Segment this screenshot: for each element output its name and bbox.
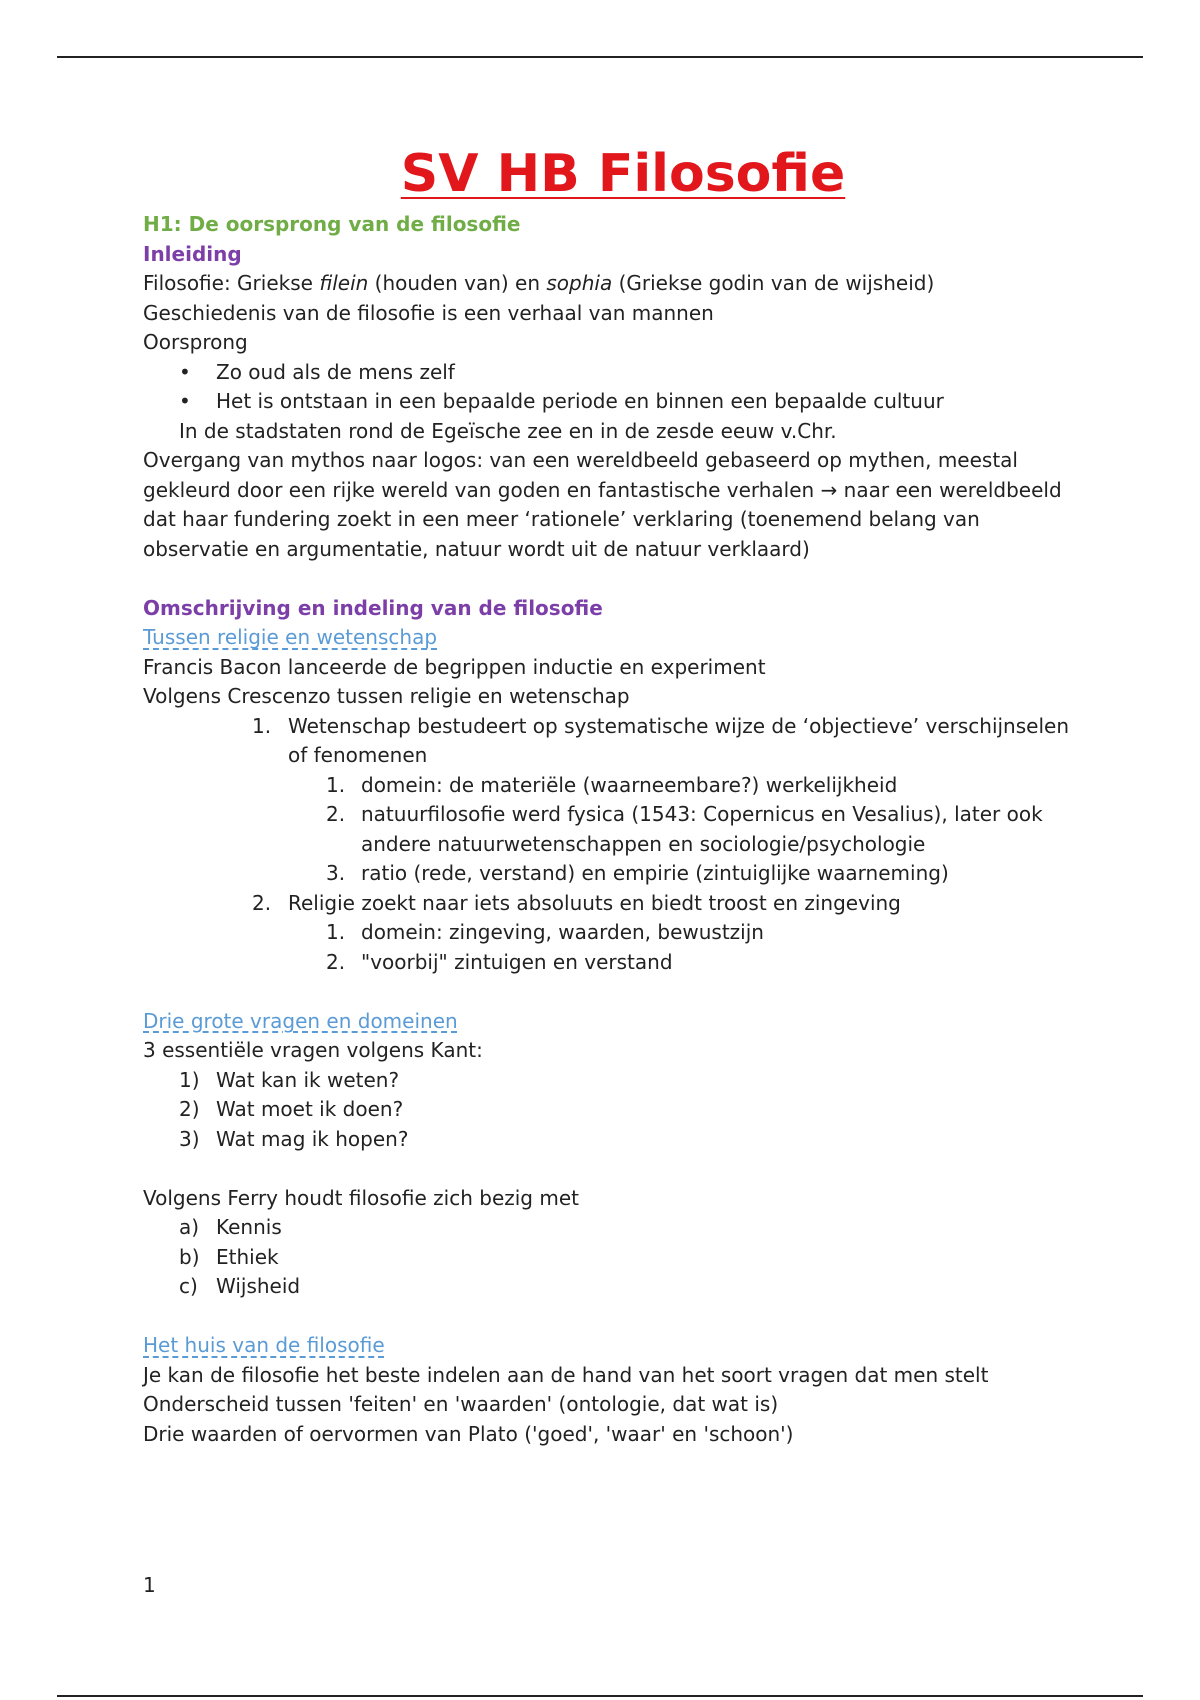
subsection-heading: Tussen religie en wetenschap (143, 625, 438, 649)
list-number: 2) (179, 1097, 200, 1121)
text-line: Geschiedenis van de filosofie is een verhaal van mannen (143, 300, 714, 325)
list-number: 2. (326, 802, 346, 826)
bullet-item (143, 358, 1063, 388)
footer-rule (57, 1695, 1143, 1697)
text-line: Onderscheid tussen 'feiten' en 'waarden' (ontologie, dat wat is) (143, 1392, 779, 1416)
paragraph-line: dat haar fundering zoekt in een meer ‘rationele’ verklaring (toenemend belang van (143, 507, 980, 531)
item-text: Wat moet ik doen? (216, 1097, 404, 1121)
item-text: Wetenschap bestudeert op systematische wijze de ‘objectieve’ verschijnselen (288, 713, 1069, 738)
list-number: 2. (252, 890, 272, 915)
item-text: domein: de materiële (waarneembare?) werkelijkheid (361, 772, 898, 797)
paragraph-line: observatie en argumentatie, natuur wordt uit de natuur verklaard) (143, 536, 810, 561)
paragraph-line: gekleurd door een rijke wereld van goden en fantastische verhalen → naar een wereldbeeld (143, 477, 1062, 502)
item-text: natuurfilosofie werd fysica (1543: Copernicus en Vesalius), later ook (361, 802, 1043, 826)
subsection-heading: Het huis van de filosofie (143, 1333, 385, 1357)
bullet-text: Zo oud als de mens zelf (216, 359, 455, 384)
def-word-sophia: sophia (546, 271, 613, 295)
numbered-subitem (143, 800, 1063, 830)
page-number: 1 (143, 1573, 156, 1597)
numbered-item (143, 712, 1069, 742)
spacer (143, 1154, 1063, 1184)
subsection-heading: Drie grote vragen en domeinen (143, 1008, 458, 1033)
def-prefix: Filosofie: Griekse (143, 271, 320, 295)
numbered-subitem (143, 918, 1063, 948)
list-number: 1. (252, 713, 272, 738)
text-line: Oorsprong (143, 330, 248, 354)
item-text: ratio (rede, verstand) en empirie (zintuiglijke waarneming) (361, 861, 949, 885)
item-text: Kennis (216, 1215, 282, 1239)
list-number: 2. (326, 949, 346, 974)
list-number: 3) (179, 1126, 200, 1151)
text-line: Je kan de filosofie het beste indelen aan de hand van het soort vragen dat men stelt (143, 1362, 989, 1387)
text-line: Francis Bacon lanceerde de begrippen inductie en experiment (143, 654, 766, 679)
numbered-subitem (143, 948, 1063, 978)
list-number: 3. (326, 861, 346, 885)
text-line: Volgens Crescenzo tussen religie en wetenschap (143, 684, 630, 708)
lettered-item (143, 1272, 1063, 1302)
numbered-subitem (143, 771, 1063, 801)
spacer (143, 977, 1063, 1007)
filosofie-definition (143, 269, 1063, 299)
item-text: domein: zingeving, waarden, bewustzijn (361, 920, 764, 944)
item-continuation: of fenomenen (288, 743, 428, 767)
question-item (143, 1095, 1063, 1125)
question-item (143, 1125, 1063, 1155)
item-text: Wat mag ik hopen? (216, 1126, 409, 1151)
def-mid: (houden van) en (368, 271, 547, 295)
bullet-text: Het is ontstaan in een bepaalde periode en binnen een bepaalde cultuur (216, 389, 944, 413)
document-title: SV HB Filosofie (400, 144, 846, 204)
item-text: Religie zoekt naar iets absoluuts en biedt troost en zingeving (288, 890, 901, 915)
question-item (143, 1066, 1063, 1096)
bullet-item (143, 387, 1063, 417)
list-number: 1) (179, 1067, 200, 1092)
text-line: 3 essentiële vragen volgens Kant: (143, 1038, 483, 1062)
list-number: 1. (326, 920, 346, 944)
list-letter: b) (179, 1244, 200, 1269)
paragraph-line: Overgang van mythos naar logos: van een wereldbeeld gebaseerd op mythen, meestal (143, 448, 1018, 472)
intro-heading: Inleiding (143, 241, 242, 266)
text-line: Volgens Ferry houdt filosofie zich bezig met (143, 1185, 579, 1210)
def-suffix: (Griekse godin van de wijsheid) (612, 271, 935, 295)
spacer (143, 564, 1063, 594)
bullet-continuation: In de stadstaten rond de Egeïsche zee en in de zesde eeuw v.Chr. (179, 418, 837, 443)
list-number: 1. (326, 772, 346, 797)
page-content (143, 138, 1069, 1449)
numbered-item (143, 889, 1063, 919)
lettered-item (143, 1243, 1063, 1273)
section-heading: Omschrijving en indeling van de filosofie (143, 595, 603, 620)
chapter-heading: H1: De oorsprong van de filosofie (143, 212, 521, 236)
item-text: Wijsheid (216, 1274, 301, 1298)
numbered-subitem (143, 859, 1063, 889)
item-text: Wat kan ik weten? (216, 1067, 400, 1092)
list-letter: c) (179, 1274, 198, 1298)
spacer (143, 1302, 1063, 1332)
item-continuation: andere natuurwetenschappen en sociologie/psychologie (361, 831, 926, 856)
lettered-item (143, 1213, 1063, 1243)
header-rule (57, 56, 1143, 58)
bullet-icon: • (179, 389, 191, 413)
bullet-icon: • (179, 359, 191, 384)
item-text: Ethiek (216, 1244, 279, 1269)
text-line: Drie waarden of oervormen van Plato ('goed', 'waar' en 'schoon') (143, 1421, 794, 1446)
list-letter: a) (179, 1215, 200, 1239)
def-word-filein: filein (319, 271, 369, 295)
item-text: "voorbij" zintuigen en verstand (361, 949, 673, 974)
